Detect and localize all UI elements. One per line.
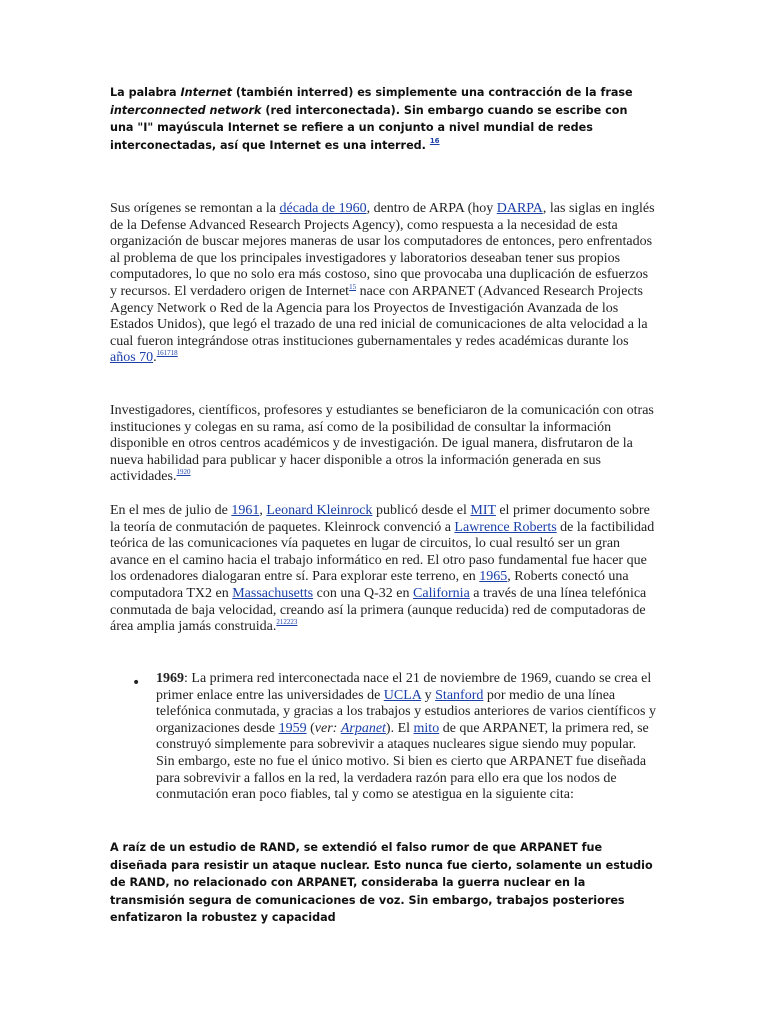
p3-text-1: En el mes de julio de — [110, 503, 232, 518]
link-1965[interactable]: 1965 — [479, 569, 508, 585]
bullet-text-1: : La primera red interconectada nace el 21 de noviembre de 1969, cuando se crea el primer enlace entre las universidades de — [156, 671, 652, 703]
p2-ref-link[interactable]: 1920 — [176, 468, 191, 477]
intro-text-3: (red interconectada). Sin embargo cuando se escribe con una "I" mayúscula Internet se refiere a un conjunto a nivel mundial de redes interconectadas, así que Internet es una interred. — [110, 103, 628, 152]
bullet-1969-item — [156, 671, 656, 804]
bullet-text-3: por medio de una línea telefónica conmutada, y gracias a los trabajos y estudios anteriores de varios científicos y organizaciones desde — [156, 687, 656, 736]
link-massachusetts[interactable]: Massachusetts — [232, 585, 314, 601]
origins-paragraph — [110, 201, 656, 367]
p1-text-5: . — [153, 350, 157, 366]
kleinrock-paragraph — [110, 503, 656, 636]
bullet-text-7: de que ARPANET, la primera red, se construyó simplemente para sobrevivir a ataques nucleares sigue siendo muy popular. Sin embargo, este no fue el único motivo. Si bien es cierto que ARPANET fue diseñada para sobrevivir a fallos en la red, la verdadera razón para ello era que los nodos de conmutación eran poco fiables, tal y como se atestigua en la siguiente cita: — [156, 720, 649, 803]
p3-text-4: el primer documento sobre la teoría de conmutación de paquetes. Kleinrock convenció a — [110, 503, 650, 535]
bullet-year: 1969 — [156, 671, 184, 686]
link-mit[interactable]: MIT — [470, 503, 496, 518]
intro-text-2: (también interred) es simplemente una contracción de la frase — [231, 86, 633, 99]
link-arpanet[interactable]: Arpanet — [340, 720, 386, 736]
bullet-ver-label: ver: — [314, 720, 338, 736]
p3-text-2: , — [259, 503, 267, 518]
intro-text-1: La palabra — [110, 86, 181, 99]
link-decada-1960[interactable]: década de 1960 — [279, 201, 367, 216]
p1-ref-link-2[interactable]: 161718 — [156, 349, 178, 358]
link-1961[interactable]: 1961 — [231, 503, 260, 518]
p3-ref-link[interactable]: 212223 — [276, 618, 298, 627]
intro-phrase-term: interconnected network — [110, 103, 262, 117]
intro-paragraph — [110, 84, 650, 154]
link-stanford[interactable]: Stanford — [435, 687, 484, 703]
rand-text: A raíz de un estudio de RAND, se extendió el falso rumor de que ARPANET fue diseñada para resistir un ataque nuclear. Esto nunca fue cierto, solamente un estudio de RAND, no relacionado con ARPANET, consideraba la guerra nuclear en la transmisión segura de comunicaciones de voz. Sin embargo, trabajos posteriores enfatizaron la robustez y capacidad — [110, 841, 653, 925]
p3-text-3: publicó desde el — [372, 503, 471, 518]
link-anos-70[interactable]: años 70 — [110, 350, 154, 366]
p3-text-7: con una Q-32 en — [313, 585, 414, 601]
p1-ref-link-1[interactable]: 15 — [349, 282, 357, 291]
link-leonard-kleinrock[interactable]: Leonard Kleinrock — [266, 503, 373, 518]
intro-ref-link[interactable]: 16 — [429, 136, 440, 145]
link-california[interactable]: California — [413, 585, 470, 601]
p1-text-4: nace con ARPANET (Advanced Research Projects Agency Network o Red de la Agencia para los Proyectos de Investigación Avanzada de los Estados Unidos), que legó el trazado de una red inicial de comunicaciones de alta velocidad a la cual fueron integrándose otras instituciones gubernamentales y redes académicas durante los — [110, 283, 648, 349]
p1-text-3: , las siglas en inglés de la Defense Advanced Research Projects Agency), como respuesta a la necesidad de esta organización de buscar mejores maneras de usar los computadores de entonces, pero enfrentados al problema de que los principales investigadores y laboratorios deseaban tener sus propios computadores, lo que no solo era más costoso, sino que provocaba una duplicación de esfuerzos y recursos. El verdadero origen de Internet — [110, 201, 655, 299]
intro-internet-term: Internet — [180, 86, 232, 99]
bullet-dot-icon: • — [132, 675, 141, 691]
link-darpa[interactable]: DARPA — [496, 201, 543, 216]
link-1959[interactable]: 1959 — [278, 720, 307, 736]
rand-paragraph — [110, 839, 660, 927]
link-mito[interactable]: mito — [413, 720, 440, 736]
p1-text-1: Sus orígenes se remontan a la — [110, 201, 280, 216]
p2-text: Investigadores, científicos, profesores y estudiantes se beneficiaron de la comunicación con otras instituciones y colegas en su rama, así como de la posibilidad de consultar la información disponible en otros centros académicos y de investigación. De igual manera, disfrutaron de la nueva habilidad para publicar y hacer disponible a otros la información generada en sus actividades. — [110, 403, 654, 485]
p3-text-8: a través de una línea telefónica conmutada de baja velocidad, creando así la primera (aunque reducida) red de computadoras de área amplia jamás construida. — [110, 585, 647, 635]
researchers-paragraph — [110, 403, 656, 486]
link-ucla[interactable]: UCLA — [383, 687, 422, 703]
p3-text-5: de la factibilidad teórica de las comunicaciones vía paquetes en lugar de circuitos, lo cual resultó ser un gran avance en el camino hacia el trabajo informático en red. El otro paso fundamental fue hacer que los ordenadores dialogaran entre sí. Para explorar este terreno, en — [110, 519, 655, 585]
bullet-text-6: ). El — [385, 720, 414, 736]
bullet-text-2: y — [421, 687, 436, 703]
p3-text-6: , Roberts conectó una computadora TX2 en — [110, 569, 629, 601]
bullet-text-4: ( — [306, 720, 315, 736]
link-lawrence-roberts[interactable]: Lawrence Roberts — [454, 519, 557, 535]
p1-text-2: , dentro de ARPA (hoy — [366, 201, 497, 216]
